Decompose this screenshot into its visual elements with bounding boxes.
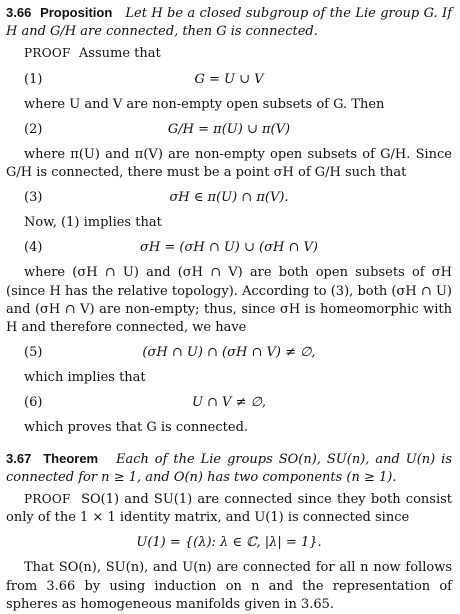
section-gap xyxy=(6,438,452,450)
proof-367-body-1: SO(1) and SU(1) are connected since they both consist only of the 1 × 1 identity matrix, and U(1) is connected since xyxy=(6,492,452,526)
equation-6-label: (6) xyxy=(24,395,43,411)
equation-3-expr: σH ∈ π(U) ∩ π(V). xyxy=(169,190,289,206)
proof-text-3: Now, (1) implies that xyxy=(24,215,162,231)
proof-367-text-1 xyxy=(6,490,452,527)
proof-text-4: where (σH ∩ U) and (σH ∩ V) are both open subsets of σH (since H has the relative topology). According to (3), both (σH ∩ U) and (σH ∩ V) are non-empty; thus, since σH is homeomorphic with H and therefore connected, we have xyxy=(6,265,452,336)
equation-4-expr: σH = (σH ∩ U) ∪ (σH ∩ V) xyxy=(140,240,318,256)
equation-4 xyxy=(6,236,452,260)
proposition-3-66 xyxy=(6,4,452,41)
equation-u1-expr: U(1) = {(λ): λ ∈ ℂ, |λ| = 1}. xyxy=(136,535,322,551)
theorem-heading: Theorem xyxy=(43,450,99,466)
proof-intro-text: Assume that xyxy=(78,46,161,62)
proof-text-2: where π(U) and π(V) are non-empty open subsets of G/H. Since G/H is connected, there must be a point σH of G/H such that xyxy=(6,146,452,181)
proof-label: PROOF xyxy=(24,46,71,61)
theorem-statement: Each of the Lie groups SO(n), SU(n), and U(n) is connected for n ≥ 1, and O(n) has two components (n ≥ 1). xyxy=(6,451,452,485)
proof-text-5: which implies that xyxy=(24,370,146,386)
equation-3-label: (3) xyxy=(24,190,43,206)
equation-5 xyxy=(6,341,452,365)
equation-1-expr: G = U ∪ V xyxy=(194,71,264,87)
theorem-3-67 xyxy=(6,450,452,487)
equation-u1 xyxy=(6,531,452,555)
equation-3 xyxy=(6,186,452,210)
equation-4-label: (4) xyxy=(24,240,43,256)
proof-367-label: PROOF xyxy=(24,492,71,507)
proof-367-text-2: That SO(n), SU(n), and U(n) are connected for all n now follows from 3.66 by using induction on n and the representation of spheres as homogeneous manifolds given in 3.65. xyxy=(6,560,452,612)
equation-6 xyxy=(6,391,452,415)
proof-intro xyxy=(6,44,452,63)
equation-1 xyxy=(6,68,452,92)
theorem-number: 3.67 xyxy=(6,450,32,466)
proposition-heading: Proposition xyxy=(40,5,113,20)
equation-1-label: (1) xyxy=(24,71,43,87)
equation-2-expr: G/H = π(U) ∪ π(V) xyxy=(167,121,291,137)
proof-text-6: which proves that G is connected. xyxy=(24,420,249,436)
equation-2-label: (2) xyxy=(24,121,43,137)
equation-5-expr: (σH ∩ U) ∩ (σH ∩ V) ≠ ∅, xyxy=(142,345,316,361)
equation-6-expr: U ∩ V ≠ ∅, xyxy=(191,395,267,411)
equation-5-label: (5) xyxy=(24,345,43,361)
proposition-number: 3.66 xyxy=(6,5,32,20)
proposition-statement: Let H be a closed subgroup of the Lie group G. If H and G/H are connected, then G is connected. xyxy=(6,6,453,40)
proof-text-1: where U and V are non-empty open subsets of G. Then xyxy=(24,96,385,112)
equation-2 xyxy=(6,118,452,142)
page xyxy=(6,4,452,614)
